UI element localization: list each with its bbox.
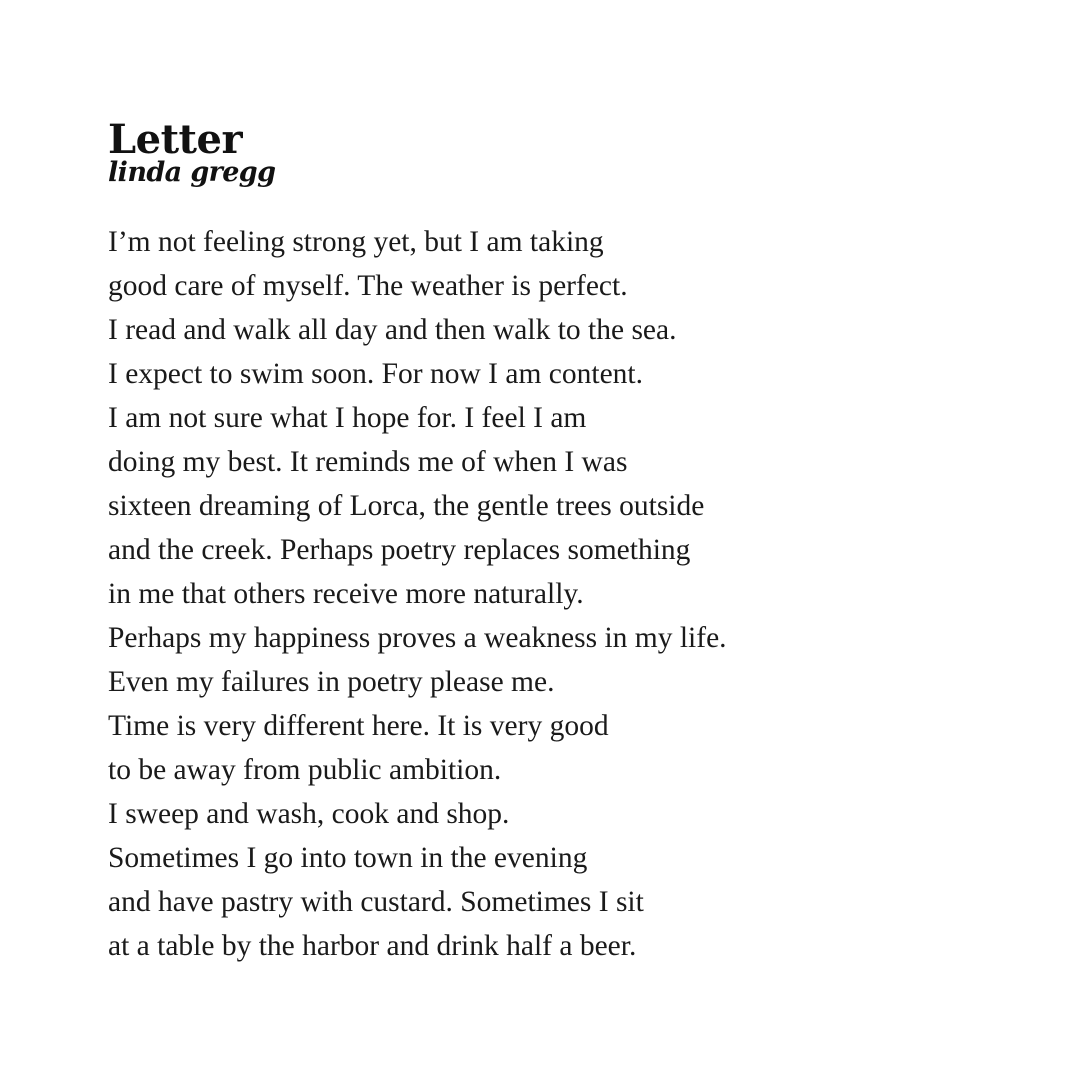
poem-title: Letter xyxy=(108,116,243,163)
poem-line: I’m not feeling strong yet, but I am taking xyxy=(108,226,604,258)
poem-line: in me that others receive more naturally. xyxy=(108,578,584,610)
poem-line: Time is very different here. It is very good xyxy=(108,710,609,742)
poem-body xyxy=(108,220,1008,968)
poem-line: I expect to swim soon. For now I am content. xyxy=(108,358,644,390)
poem-line: Perhaps my happiness proves a weakness in my life. xyxy=(108,622,727,654)
poem-line: and have pastry with custard. Sometimes I sit xyxy=(108,886,644,918)
poem-line: to be away from public ambition. xyxy=(108,754,502,786)
poem-line: I am not sure what I hope for. I feel I am xyxy=(108,402,587,434)
poem-line: Sometimes I go into town in the evening xyxy=(108,842,588,874)
poem-author: linda gregg xyxy=(108,157,276,188)
poem-line: sixteen dreaming of Lorca, the gentle trees outside xyxy=(108,490,705,522)
poem-line: good care of myself. The weather is perfect. xyxy=(108,270,628,302)
poem-line: I sweep and wash, cook and shop. xyxy=(108,798,510,830)
poem-line: at a table by the harbor and drink half a beer. xyxy=(108,930,637,962)
poem-line: Even my failures in poetry please me. xyxy=(108,666,555,698)
poem-line: I read and walk all day and then walk to the sea. xyxy=(108,314,677,346)
poem-heading xyxy=(108,118,275,187)
poem-line: and the creek. Perhaps poetry replaces something xyxy=(108,534,691,566)
poem-line: doing my best. It reminds me of when I was xyxy=(108,446,628,478)
